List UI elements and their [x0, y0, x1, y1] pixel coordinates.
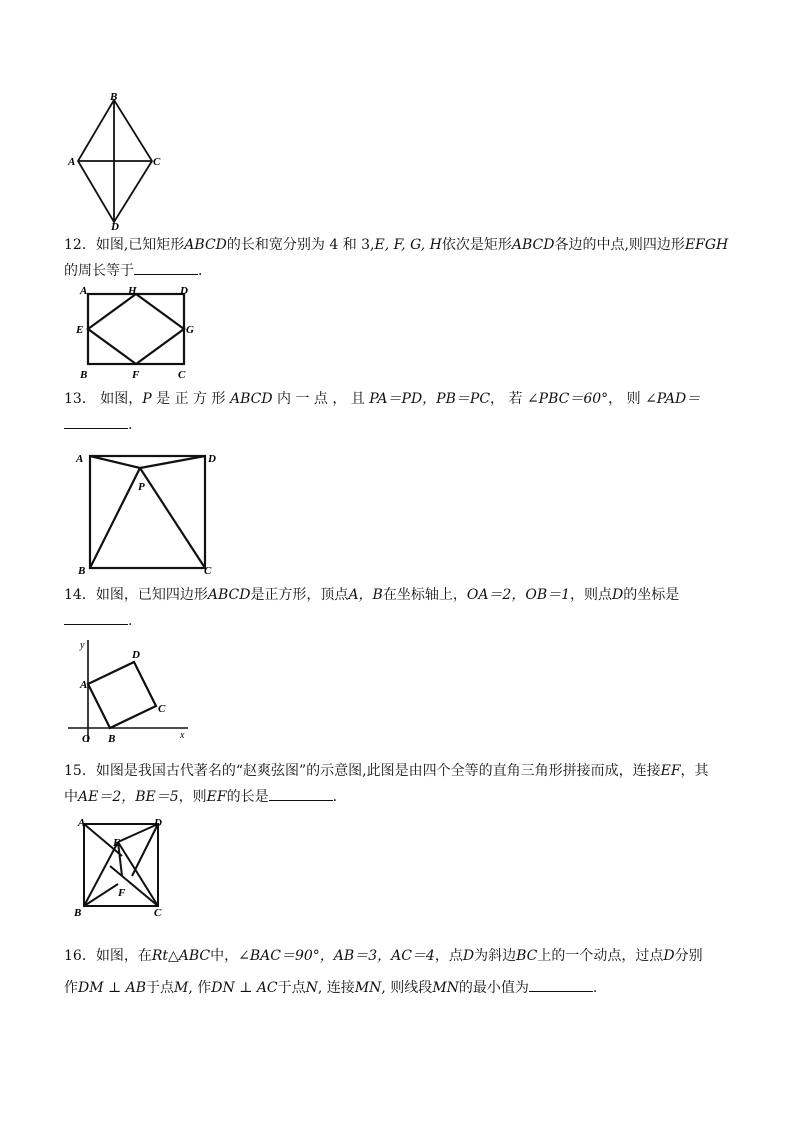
question-12	[64, 232, 734, 284]
answer-blank[interactable]	[529, 977, 593, 992]
text: ， 若	[490, 391, 523, 407]
answer-blank[interactable]	[64, 414, 128, 429]
label-c: C	[158, 703, 166, 715]
text: 依次是矩形	[441, 237, 512, 253]
text: 各边的中点,则四边形	[554, 237, 685, 253]
answer-blank[interactable]	[269, 786, 333, 801]
text: .	[198, 263, 203, 279]
math: ABCD	[511, 237, 555, 253]
text: 如图，已知四边形	[95, 587, 208, 603]
label-h: H	[128, 285, 137, 297]
math: ABCD	[207, 587, 251, 603]
label-d: D	[180, 285, 188, 297]
question-13	[64, 386, 734, 438]
text: ，点	[434, 948, 463, 964]
label-a: A	[80, 679, 88, 691]
text: ，其	[680, 763, 709, 779]
text: 是正方形，顶点	[250, 587, 349, 603]
label-b: B	[110, 91, 118, 103]
math: ABCD	[229, 391, 273, 407]
label-c: C	[153, 156, 161, 168]
label-d: D	[132, 649, 140, 661]
label-a: A	[68, 156, 76, 168]
rectangle-efgh-figure	[74, 282, 214, 382]
math: MN	[354, 980, 382, 996]
label-d: D	[208, 453, 216, 465]
text: 内 一 点 ， 且	[277, 391, 365, 407]
text: .	[332, 789, 338, 805]
text: .	[128, 417, 133, 433]
text: 的长是	[226, 789, 269, 805]
label-p: P	[138, 481, 145, 493]
question-number: 12．	[64, 237, 96, 253]
text: 于点	[277, 980, 306, 996]
text: 如图，	[100, 391, 143, 407]
math: Rt△ABC	[151, 948, 211, 964]
math: ∠BAC＝90°，AB＝3，AC＝4	[238, 948, 435, 964]
label-a: A	[78, 817, 86, 829]
question-16	[64, 940, 734, 1004]
label-c: C	[154, 907, 162, 919]
text: 如图是我国古代著名的“赵爽弦图”的示意图,此图是由四个全等的直角三角形拼接而成，连接	[95, 763, 661, 779]
label-d: D	[111, 221, 119, 230]
label-x: x	[180, 730, 185, 741]
label-g: G	[186, 324, 194, 336]
question-number: 15．	[64, 763, 96, 779]
question-number: 13．	[64, 391, 96, 407]
math: EF	[660, 763, 681, 779]
label-e: E	[113, 837, 121, 849]
math: EFGH	[684, 237, 729, 253]
text: ， 则	[608, 391, 641, 407]
question-number: 14．	[64, 587, 96, 603]
text: 如图，在	[95, 948, 152, 964]
label-b: B	[78, 565, 86, 576]
math: EF	[206, 789, 227, 805]
label-f: F	[118, 887, 126, 899]
text: 如图,已知矩形	[95, 237, 185, 253]
label-d: D	[154, 817, 162, 829]
coordinate-square-figure	[64, 638, 194, 748]
text: 的坐标是	[623, 587, 680, 603]
math: MN	[432, 980, 459, 996]
label-o: O	[82, 733, 90, 745]
question-number: 16．	[64, 948, 96, 964]
answer-blank[interactable]	[64, 610, 128, 625]
math: E, F, G, H	[374, 237, 442, 253]
math: ∠PAD＝	[645, 391, 701, 407]
text: 的最小值为	[458, 980, 529, 996]
math: ABCD	[184, 237, 227, 253]
zhao-shuang-figure	[70, 814, 180, 922]
label-b: B	[108, 733, 116, 745]
text: 上的一个动点，过点	[537, 948, 664, 964]
question-14	[64, 582, 734, 634]
label-a: A	[80, 285, 88, 297]
text: .	[592, 980, 598, 996]
text: 的长和宽分别为 4 和 3,	[226, 237, 375, 253]
math: AE＝2，BE＝5	[78, 789, 179, 805]
label-c: C	[204, 565, 212, 576]
label-b: B	[80, 369, 88, 381]
text: , 则线段	[381, 980, 433, 996]
math: D	[663, 948, 675, 964]
text: , 连接	[317, 980, 355, 996]
text: 于点	[146, 980, 175, 996]
math: ∠PBC＝60°	[526, 391, 609, 407]
math: PA＝PD，PB＝PC	[369, 391, 491, 407]
math: M	[174, 980, 189, 996]
text: , 作	[188, 980, 212, 996]
math: D	[462, 948, 475, 964]
label-e: E	[76, 324, 84, 336]
math: OA＝2，OB＝1	[466, 587, 571, 603]
label-f: F	[132, 369, 140, 381]
label-a: A	[76, 453, 84, 465]
text: .	[128, 613, 133, 629]
text: ，则点	[570, 587, 613, 603]
math: DN ⊥ AC	[211, 980, 278, 996]
math: A，B	[348, 587, 383, 603]
square-p-figure	[70, 446, 220, 576]
text: 作	[64, 980, 78, 996]
math: N	[305, 980, 318, 996]
math: D	[612, 587, 624, 603]
text: 在坐标轴上，	[382, 587, 467, 603]
rhombus-figure	[64, 90, 164, 230]
math: P	[142, 391, 152, 407]
text: 中，	[210, 948, 239, 964]
text: 中	[64, 789, 78, 805]
label-y: y	[80, 640, 85, 651]
text: ，则	[178, 789, 207, 805]
label-c: C	[178, 369, 186, 381]
math: BC	[516, 948, 538, 964]
text: 的周长等于	[64, 263, 134, 279]
answer-blank[interactable]	[134, 260, 198, 275]
label-b: B	[74, 907, 82, 919]
text: 为斜边	[474, 948, 517, 964]
text: 是 正 方 形	[156, 391, 226, 407]
math: DM ⊥ AB	[78, 980, 147, 996]
text: 分别	[674, 948, 703, 964]
question-15	[64, 758, 734, 810]
